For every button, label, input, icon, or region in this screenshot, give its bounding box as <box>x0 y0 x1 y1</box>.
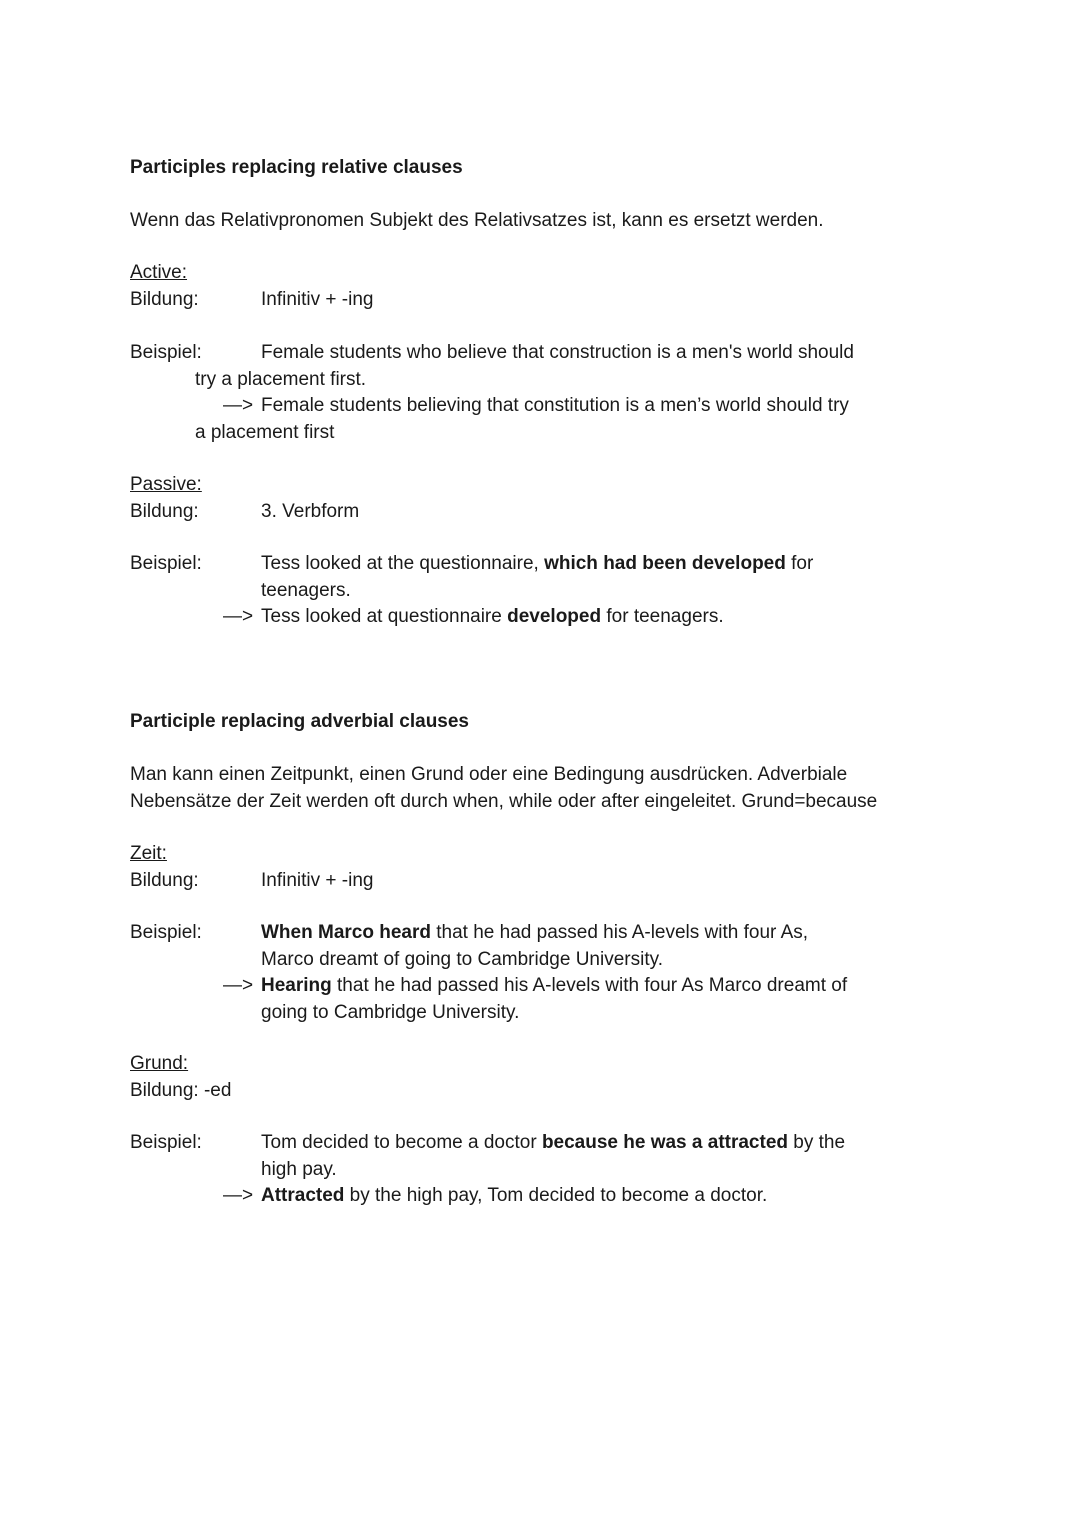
bildung-line: Bildung: -ed <box>130 1079 232 1101</box>
zeit-example <box>130 920 1030 1026</box>
bildung-value: Infinitiv + -ing <box>261 869 374 891</box>
beispiel-label: Beispiel: <box>130 1132 202 1153</box>
example-line: Female students who believe that construction is a men's world should <box>261 342 854 363</box>
example-line: When Marco heard that he had passed his A-levels with four As, <box>261 922 809 943</box>
zeit-block <box>130 841 1030 894</box>
example-line: going to Cambridge University. <box>261 1001 520 1023</box>
beispiel-label: Beispiel: <box>130 922 202 943</box>
passive-example <box>130 551 1030 631</box>
beispiel-label: Beispiel: <box>130 553 202 574</box>
active-block <box>130 260 1030 313</box>
arrow: —> <box>223 975 254 996</box>
bildung-value: 3. Verbform <box>261 500 360 522</box>
arrow: —> <box>223 1185 254 1206</box>
bildung-label: Bildung: <box>130 288 199 310</box>
example-line: try a placement first. <box>195 368 367 390</box>
example-line: Tess looked at questionnaire developed for teenagers. <box>261 606 724 627</box>
active-example <box>130 340 1030 446</box>
bildung-label: Bildung: <box>130 869 199 891</box>
example-line: Marco dreamt of going to Cambridge University. <box>261 948 663 970</box>
section-heading-adverbial: Participle replacing adverbial clauses <box>130 711 469 732</box>
bildung-label: Bildung: <box>130 500 199 522</box>
bildung-value: Infinitiv + -ing <box>261 288 374 310</box>
intro-relative: Wenn das Relativpronomen Subjekt des Relativsatzes ist, kann es ersetzt werden. <box>130 210 824 231</box>
example-line: Hearing that he had passed his A-levels with four As Marco dreamt of <box>261 975 848 996</box>
example-line: Tess looked at the questionnaire, which had been developed for <box>261 553 814 574</box>
example-line: Tom decided to become a doctor because he was a attracted by the <box>261 1132 846 1153</box>
beispiel-label: Beispiel: <box>130 342 202 363</box>
example-line: Attracted by the high pay, Tom decided to become a doctor. <box>261 1185 768 1206</box>
active-title: Active: <box>130 262 188 283</box>
passive-title: Passive: <box>130 474 202 495</box>
grund-example <box>130 1130 1030 1210</box>
intro-adverbial: Man kann einen Zeitpunkt, einen Grund oder eine Bedingung ausdrücken. Adverbiale Nebensätze der Zeit werden oft durch when, while oder after eingeleitet. Grund=because <box>130 764 878 812</box>
passive-block <box>130 472 1030 525</box>
grund-title: Grund: <box>130 1053 189 1074</box>
example-line: a placement first <box>195 421 335 443</box>
zeit-title: Zeit: <box>130 843 167 864</box>
arrow: —> <box>223 395 254 416</box>
example-line: high pay. <box>261 1158 337 1180</box>
example-line: teenagers. <box>261 579 351 601</box>
grund-block <box>130 1051 1030 1104</box>
section-heading-relative: Participles replacing relative clauses <box>130 157 463 178</box>
example-line: Female students believing that constitution is a men’s world should try <box>261 395 849 416</box>
arrow: —> <box>223 606 254 627</box>
